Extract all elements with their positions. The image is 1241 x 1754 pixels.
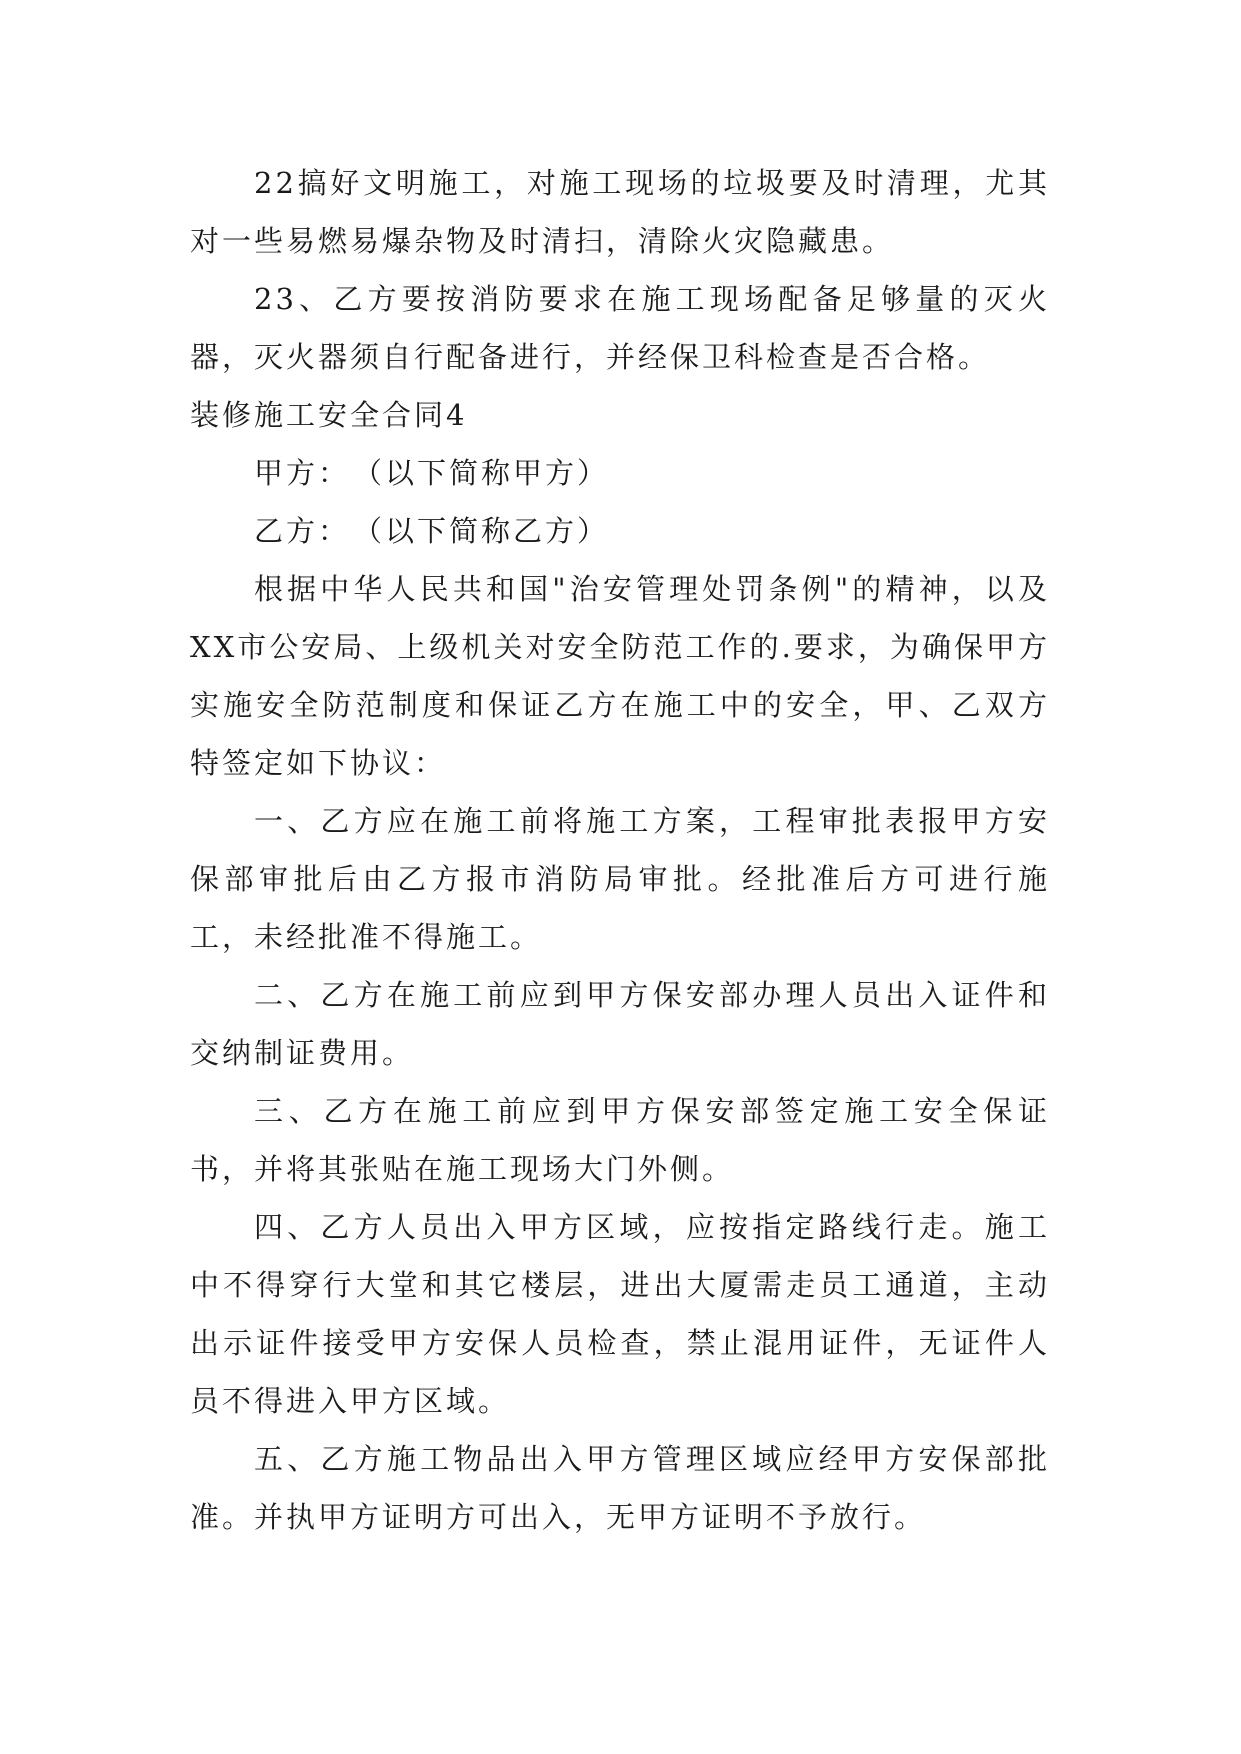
preamble-paragraph: 根据中华人民共和国"治安管理处罚条例"的精神，以及XX市公安局、上级机关对安全防范工作的.要求，为确保甲方实施安全防范制度和保证乙方在施工中的安全，甲、乙双方特签定如下协议： bbox=[190, 572, 1050, 780]
clause-2: 二、乙方在施工前应到甲方保安部办理人员出入证件和交纳制证费用。 bbox=[190, 978, 1050, 1070]
clause-5: 五、乙方施工物品出入甲方管理区域应经甲方安保部批准。并执甲方证明方可出入，无甲方证明不予放行。 bbox=[190, 1442, 1050, 1534]
paragraph-22: 22搞好文明施工，对施工现场的垃圾要及时清理，尤其对一些易燃易爆杂物及时清扫，清除火灾隐藏患。 bbox=[190, 166, 1050, 258]
document-body bbox=[190, 154, 1050, 1546]
clause-1: 一、乙方应在施工前将施工方案，工程审批表报甲方安保部审批后由乙方报市消防局审批。经批准后方可进行施工，未经批准不得施工。 bbox=[190, 804, 1050, 954]
section-title: 装修施工安全合同4 bbox=[190, 398, 468, 432]
clause-4: 四、乙方人员出入甲方区域，应按指定路线行走。施工中不得穿行大堂和其它楼层，进出大厦需走员工通道，主动出示证件接受甲方安保人员检查，禁止混用证件，无证件人员不得进入甲方区域。 bbox=[190, 1210, 1050, 1418]
clause-3: 三、乙方在施工前应到甲方保安部签定施工安全保证书，并将其张贴在施工现场大门外侧。 bbox=[190, 1094, 1050, 1186]
paragraph-23: 23、乙方要按消防要求在施工现场配备足够量的灭火器，灭火器须自行配备进行，并经保卫科检查是否合格。 bbox=[190, 282, 1050, 374]
party-a-line: 甲方： （以下简称甲方） bbox=[254, 456, 610, 490]
party-b-line: 乙方： （以下简称乙方） bbox=[254, 514, 610, 548]
